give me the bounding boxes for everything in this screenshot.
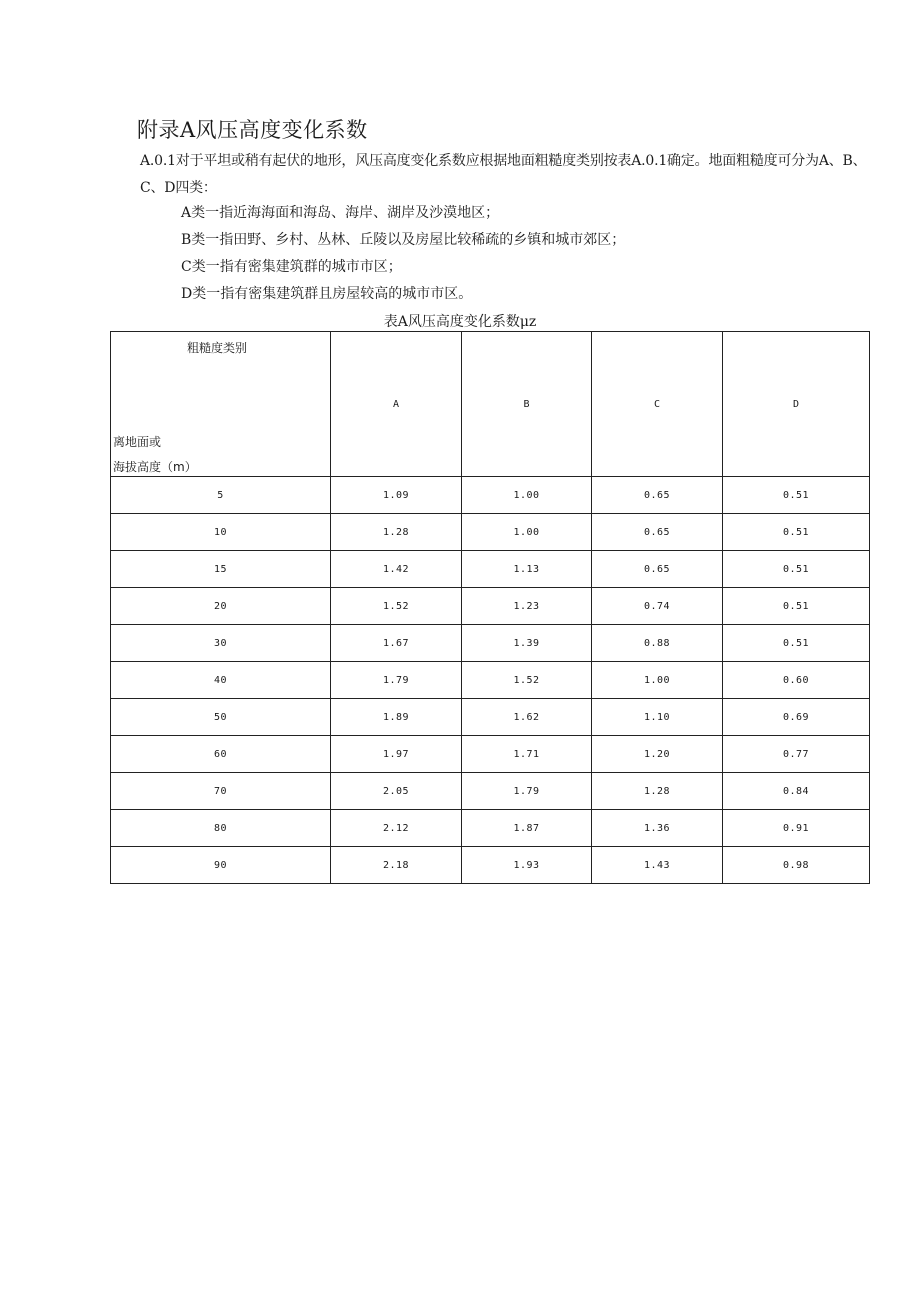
coefficient-cell: 1.09 — [331, 477, 462, 514]
coefficient-cell: 1.43 — [592, 847, 723, 884]
coefficient-cell: 0.98 — [723, 847, 870, 884]
coefficient-cell: 0.51 — [723, 514, 870, 551]
coefficient-cell: 1.52 — [331, 588, 462, 625]
table-row — [111, 477, 870, 514]
category-b-text: B类一指田野、乡村、丛林、丘陵以及房屋比较稀疏的乡镇和城市郊区； — [181, 232, 626, 248]
coefficient-cell: 0.77 — [723, 736, 870, 773]
coefficient-cell: 1.00 — [462, 477, 592, 514]
category-d-text: D类一指有密集建筑群且房屋较高的城市市区。 — [181, 286, 473, 302]
coefficient-cell: 1.28 — [331, 514, 462, 551]
row-height-cell: 80 — [111, 810, 331, 847]
column-header-c: C — [592, 332, 723, 477]
coefficient-cell: 0.69 — [723, 699, 870, 736]
column-header-a: A — [331, 332, 462, 477]
coefficient-cell: 0.51 — [723, 588, 870, 625]
table-row — [111, 810, 870, 847]
coefficient-cell: 1.20 — [592, 736, 723, 773]
coefficient-cell: 1.00 — [592, 662, 723, 699]
row-height-cell: 60 — [111, 736, 331, 773]
coefficient-cell: 0.65 — [592, 514, 723, 551]
table-caption: 表A风压高度变化系数μz — [383, 314, 537, 330]
row-height-cell: 50 — [111, 699, 331, 736]
coefficient-cell: 1.62 — [462, 699, 592, 736]
coefficient-cell: 1.42 — [331, 551, 462, 588]
coefficient-cell: 1.13 — [462, 551, 592, 588]
row-height-cell: 90 — [111, 847, 331, 884]
coefficient-cell: 0.51 — [723, 477, 870, 514]
row-height-cell: 5 — [111, 477, 331, 514]
intro-paragraph: A.0.1对于平坦或稍有起伏的地形，风压高度变化系数应根据地面粗糙度类别按表A.0.1确定。地面粗糙度可分为A、B、C、D四类： — [140, 153, 867, 196]
table-row — [111, 847, 870, 884]
table-body — [111, 477, 870, 884]
coefficient-cell: 0.91 — [723, 810, 870, 847]
row-height-cell: 70 — [111, 773, 331, 810]
coefficient-cell: 0.51 — [723, 551, 870, 588]
row-height-cell: 40 — [111, 662, 331, 699]
column-header-b: B — [462, 332, 592, 477]
table-row — [111, 514, 870, 551]
coefficient-cell: 0.51 — [723, 625, 870, 662]
coefficient-cell: 0.65 — [592, 551, 723, 588]
table-row — [111, 588, 870, 625]
coefficient-cell: 1.71 — [462, 736, 592, 773]
table-row — [111, 773, 870, 810]
height-label-line1: 离地面或 — [113, 435, 162, 449]
table-row — [111, 699, 870, 736]
table-row — [111, 662, 870, 699]
category-a-text: A类一指近海海面和海岛、海岸、湖岸及沙漠地区； — [181, 205, 500, 221]
row-height-cell: 20 — [111, 588, 331, 625]
table-row — [111, 625, 870, 662]
roughness-category-label: 粗糙度类别 — [187, 341, 248, 355]
coefficient-cell: 2.05 — [331, 773, 462, 810]
coefficient-cell: 1.52 — [462, 662, 592, 699]
coefficient-cell: 0.88 — [592, 625, 723, 662]
coefficient-cell: 0.84 — [723, 773, 870, 810]
coefficient-cell: 1.10 — [592, 699, 723, 736]
coefficient-cell: 1.00 — [462, 514, 592, 551]
coefficient-cell: 1.28 — [592, 773, 723, 810]
coefficient-cell: 0.74 — [592, 588, 723, 625]
coefficient-cell: 1.67 — [331, 625, 462, 662]
coefficient-cell: 1.93 — [462, 847, 592, 884]
table-header-row — [111, 332, 870, 477]
table-row — [111, 551, 870, 588]
coefficient-cell: 1.23 — [462, 588, 592, 625]
table-row — [111, 736, 870, 773]
coefficient-cell: 1.89 — [331, 699, 462, 736]
row-height-cell: 15 — [111, 551, 331, 588]
page-title: 附录A风压高度变化系数 — [137, 118, 368, 142]
coefficient-cell: 1.97 — [331, 736, 462, 773]
coefficient-cell: 0.65 — [592, 477, 723, 514]
coefficient-cell: 1.79 — [462, 773, 592, 810]
coefficient-cell: 0.60 — [723, 662, 870, 699]
coefficient-cell: 1.36 — [592, 810, 723, 847]
coefficient-cell: 2.18 — [331, 847, 462, 884]
row-height-cell: 10 — [111, 514, 331, 551]
height-label-line2: 海拔高度（m） — [113, 460, 197, 474]
column-header-d: D — [723, 332, 870, 477]
wind-pressure-table — [110, 331, 870, 884]
coefficient-cell: 1.39 — [462, 625, 592, 662]
coefficient-cell: 1.79 — [331, 662, 462, 699]
coefficient-cell: 1.87 — [462, 810, 592, 847]
category-c-text: C类一指有密集建筑群的城市市区； — [181, 259, 402, 275]
row-height-cell: 30 — [111, 625, 331, 662]
coefficient-cell: 2.12 — [331, 810, 462, 847]
table-corner-header — [111, 332, 331, 477]
